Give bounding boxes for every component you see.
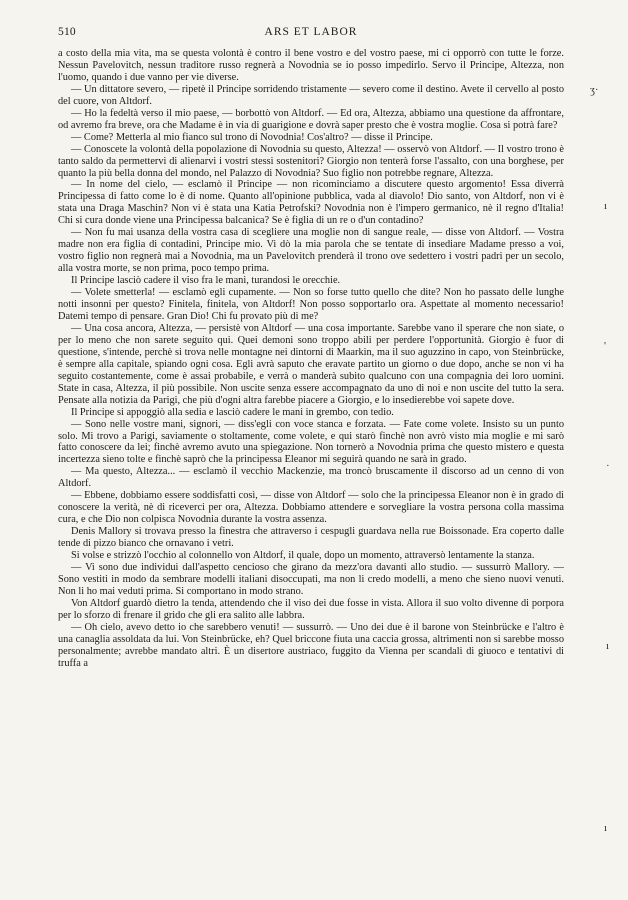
paragraph: — Volete smetterla! — esclamò egli cupamente. — Non so forse tutto quello che dite? Non ho passato delle lunghe notti insonni per questo? Finitela, finitela, von Altdorf! Non posso sopportarlo ora. Aspettate al momento necessario! Datemi tempo di pensare. Gran Dio! Chi fu provato più di me? [58, 287, 564, 322]
paragraph: — Come? Metterla al mio fianco sul trono di Novodnia! Cos'altro? — disse il Principe. [71, 131, 433, 143]
margin-speck: ı [604, 200, 608, 212]
running-title: ARS ET LABOR [264, 26, 358, 38]
paragraph: Il Principe lasciò cadere il viso fra le mani, turandosi le orecchie. [71, 275, 341, 287]
body-text [58, 48, 564, 670]
margin-speck: ʒ· [590, 84, 599, 96]
paragraph: — Ho la fedeltà verso il mio paese, — borbottò von Altdorf. — Ed ora, Altezza, abbiamo una questione da affrontare, od avremo fra breve, ora che Madame è in via di guarigione e dovrà saper presto che è vostra moglie. Cosa si potrà fare? [58, 107, 564, 131]
margin-speck: ı [606, 640, 610, 652]
paragraph: Denis Mallory si trovava presso la finestra che attraverso i cespugli guardava nella rue Boissonade. Era coperto dalle tende di pizzo bianco che ornavano i vetri. [58, 526, 564, 550]
paragraph: — Conoscete la volontà della popolazione di Novodnia su questo, Altezza! — osservò von Altdorf. — Il vostro trono è tanto saldo da permettervi di alienarvi i vostri stessi sostenitori? Giorgio non tenterà forse l'assalto, con una borghese, per quanto la più bella donna del mondo, nel Palazzo di Novodnia? Suo figlio non potrebbe regnare, Altezza. [58, 143, 564, 179]
paragraph: a costo della mia vita, ma se questa volontà è contro il bene vostro e del vostro paese, mi ci opporrò con tutte le forze. Nessun Pavelovitch, nessun traditore russo regnerà a Novodnia se io posso impedirlo. Servo il Principe, Altezza, non l'uomo, quando i due vanno per vie diverse. [58, 48, 564, 83]
paragraph: — Non fu mai usanza della vostra casa di scegliere una moglie non di sangue reale, — disse von Altdorf. — Vostra madre non era figlia di contadini, Principe mio. Vi dò la mia parola che se tentate di insediare Madame presso a voi, vostro figlio non regnerà mai a Novodnia, ma un Pavelovitch prenderà il trono ove sedettero i vostri padri per un secolo, alla vostra morte, se non prima, poco tempo prima. [58, 227, 564, 275]
margin-speck: ı [604, 822, 608, 834]
paragraph: Il Principe si appoggiò alla sedia e lasciò cadere le mani in grembo, con tedio. [71, 406, 394, 418]
paragraph: — Un dittatore severo, — ripetè il Principe sorridendo tristamente — severo come il destino. Avete il cervello al posto del cuore, von Altdorf. [58, 83, 564, 107]
paragraph: — Oh cielo, avevo detto io che sarebbero venuti! — sussurrò. — Uno dei due è il barone von Steinbrücke e l'altro è una canaglia assoldata da lui. Von Steinbrücke, eh? Quel briccone fiuta una caccia grossa, altrimenti non si sarebbe mosso personalmente; avrebbe mandato altri. È un disertore austriaco, fuggito da Vienna per scandali di giuoco e tentativi di truffa a [58, 621, 564, 669]
paragraph: — Una cosa ancora, Altezza, — persistè von Altdorf — una cosa importante. Sarebbe vano il sperare che non siate, o per lo meno che non sarete seguito qui. Quei demoni sono troppo abili per perdere l'opportunità. Giorgio è fuor di questione, s'intende, perchè si trova nelle montagne nei dintorni di Maarkin, ma il suo aguzzino in capo, von Steinbrücke, è sempre alla capitale, spiando ogni cosa. Egli avrà saputo che eravate partito un giorno o due dopo, anche se non vi ha seguito costantemente, come è assai probabile, e verrà o manderà subito qualcuno con una compagnia dei loro uomini. State in casa, Altezza, il più possibile. Non uscite senza essere accompagnato da uno di noi e non uscite del tutto la sera. Pensate alla notizia da Parigi, che più d'ogni altra farebbe piacere a Giorgio, e lo insedierebbe voi sapete dove. [58, 322, 564, 406]
paragraph: — Ma questo, Altezza... — esclamò il vecchio Mackenzie, ma troncò bruscamente il discorso ad un cenno di von Altdorf. [58, 466, 564, 490]
paragraph: — Sono nelle vostre mani, signori, — diss'egli con voce stanca e forzata. — Fate come volete. Insisto su un punto solo. Mi trovo a Parigi, saviamente o stoltamente, come volete, e qui starò finchè non avrò visto mia moglie e mi sarò fatto conoscere da lei; finchè avremo avuto una spiegazione. Non tornerò a Novodnia prima che questo mistero e questa incertezza sieno tolte e finchè saprò che la principessa Eleanor mi seguirà quando ne sarà in grado. [58, 418, 564, 466]
paragraph: — Ebbene, dobbiamo essere soddisfatti così, — disse von Altdorf — solo che la principessa Eleanor non è in grado di conoscere la verità, nè di riceverci per ora, Altezza. Dobbiamo attendere e sorvegliare la vostra persona colla massima cura, e che Dio non colpisca Novodnia durante la vostra assenza. [58, 490, 564, 526]
paragraph: — Vi sono due individui dall'aspetto cencioso che girano da mezz'ora davanti allo studio. — sussurrò Mallory. — Sono vestiti in modo da sembrare modelli italiani disoccupati, ma non li credo modelli, a meno che sieno nuovi venuti. Non li ho mai veduti prima. Si comportano in modo strano. [58, 561, 564, 597]
paragraph: — In nome del cielo, — esclamò il Principe — non ricominciamo a discutere questo argomento! Essa diverrà Principessa di fatto come lo è di nome. Quanto all'opinione pubblica, vada al diavolo! Dio santo, von Altdorf, non vi è stata una Draga Maschin? Non vi è stata una Katia Petrofski? Novodnia non è l'impero germanico, nè il regno d'Italia! Chi si cura donde viene una Principessa balcanica? Se è figlia di un re o d'un contadino? [58, 179, 564, 227]
margin-speck: ' [604, 340, 606, 352]
page-number: 510 [58, 26, 76, 38]
paragraph: Von Altdorf guardò dietro la tenda, attendendo che il viso dei due fosse in vista. Allora il suo volto divenne di porpora per lo sforzo di frenare il grido che gli era salito alle labbra. [58, 597, 564, 621]
margin-speck: · [606, 460, 610, 472]
paragraph: Si volse e strizzò l'occhio al colonnello von Altdorf, il quale, dopo un momento, attraversò lentamente la stanza. [71, 550, 535, 562]
